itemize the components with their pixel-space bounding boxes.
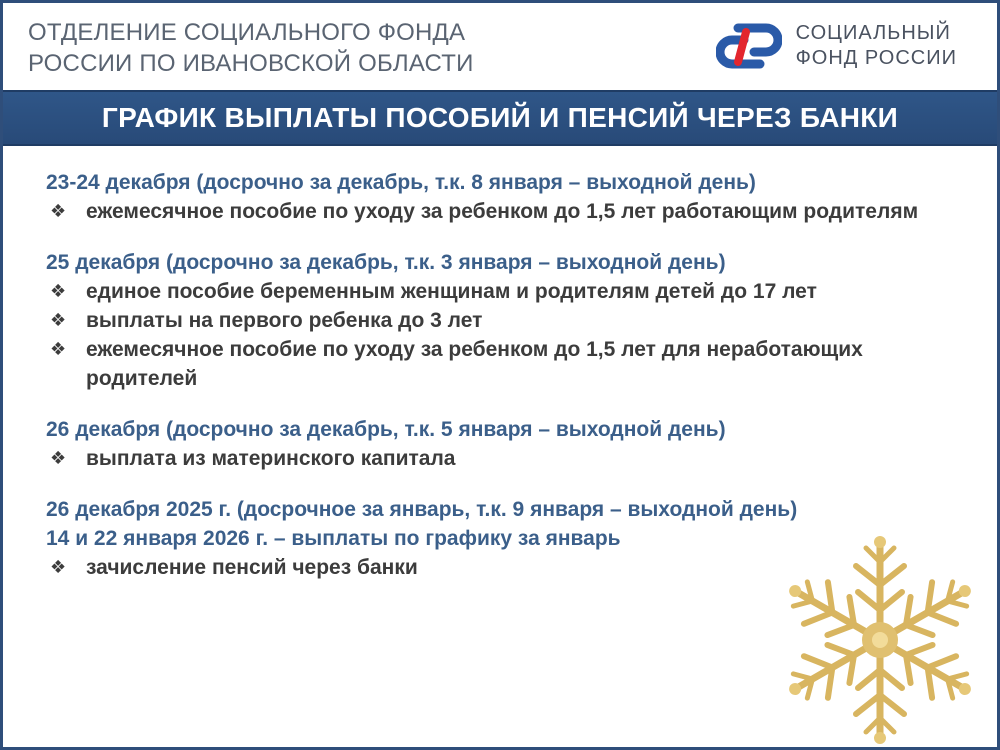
bullet-icon: ❖	[50, 281, 67, 301]
schedule-section	[46, 415, 976, 473]
organization-name-line2: РОССИИ ПО ИВАНОВСКОЙ ОБЛАСТИ	[28, 50, 474, 77]
section-heading: 25 декабря (досрочно за декабрь, т.к. 3 января – выходной день)	[46, 251, 726, 274]
section-heading: 14 и 22 января 2026 г. – выплаты по графику за январь	[46, 527, 621, 550]
list-item	[46, 277, 976, 306]
list-item-text: единое пособие беременным женщинам и родителям детей до 17 лет	[86, 280, 817, 303]
bullet-icon: ❖	[50, 557, 67, 577]
list-item	[46, 335, 976, 393]
list-item-text: ежемесячное пособие по уходу за ребенком до 1,5 лет для неработающих родителей	[86, 338, 863, 390]
bullet-icon: ❖	[50, 310, 67, 330]
sfr-logo-icon	[716, 22, 782, 70]
section-heading: 26 декабря 2025 г. (досрочное за январь, т.к. 9 января – выходной день)	[46, 498, 798, 521]
sfr-logo-text	[796, 21, 957, 71]
bullet-icon: ❖	[50, 448, 67, 468]
logo-text-line1: СОЦИАЛЬНЫЙ	[795, 22, 951, 44]
list-item-text: зачисление пенсий через банки	[86, 556, 418, 579]
sfr-logo	[716, 21, 957, 71]
list-item	[46, 306, 976, 335]
list-item	[46, 197, 976, 226]
page-title: ГРАФИК ВЫПЛАТЫ ПОСОБИЙ И ПЕНСИЙ ЧЕРЕЗ БАНКИ	[101, 102, 899, 133]
organization-name	[28, 17, 474, 79]
schedule-section	[46, 248, 976, 393]
list-item-text: выплаты на первого ребенка до 3 лет	[86, 309, 483, 332]
logo-text-line2: ФОНД РОССИИ	[795, 47, 957, 69]
bullet-icon: ❖	[50, 201, 67, 221]
title-bar	[3, 90, 997, 146]
snowflake-icon	[770, 530, 990, 750]
header	[3, 3, 997, 87]
section-heading: 23-24 декабря (досрочно за декабрь, т.к. 8 января – выходной день)	[46, 171, 756, 194]
section-heading: 26 декабря (досрочно за декабрь, т.к. 5 января – выходной день)	[46, 418, 726, 441]
list-item	[46, 444, 976, 473]
schedule-section	[46, 168, 976, 226]
organization-name-line1: ОТДЕЛЕНИЕ СОЦИАЛЬНОГО ФОНДА	[28, 19, 466, 46]
list-item-text: ежемесячное пособие по уходу за ребенком до 1,5 лет работающим родителям	[86, 200, 919, 223]
bullet-icon: ❖	[50, 339, 67, 359]
list-item-text: выплата из материнского капитала	[86, 447, 456, 470]
